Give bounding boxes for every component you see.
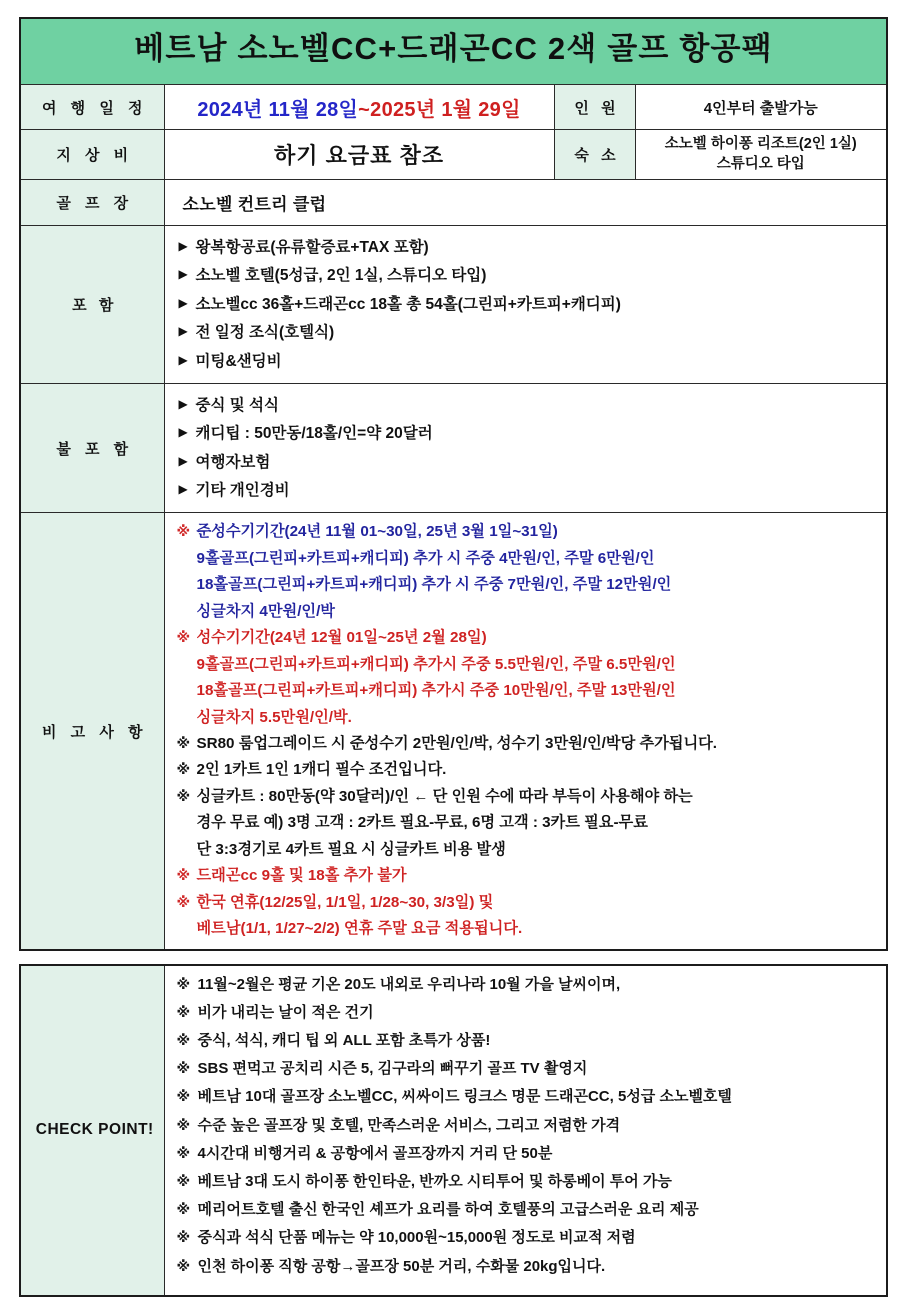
checkpoint-table [19, 964, 888, 1297]
list-item-text: 미팅&샌딩비 [195, 352, 282, 370]
note-item [177, 1228, 877, 1247]
remarks-label: 비 고 사 항 [20, 513, 164, 950]
note-indent-spacer [177, 708, 197, 726]
note-text: 비가 내리는 날이 적은 건기 [197, 1003, 374, 1021]
page-title: 베트남 소노벨CC+드래곤CC 2색 골프 항공팩 [134, 31, 773, 67]
list-item [179, 352, 877, 371]
reference-mark-icon: ※ [176, 867, 191, 884]
list-item [179, 238, 877, 257]
note-indent-spacer [177, 840, 197, 858]
triangle-bullet-icon: ▶ [178, 324, 188, 339]
schedule-label: 여 행 일 정 [20, 85, 164, 130]
note-text: 2인 1카트 1인 1캐디 필수 조건입니다. [196, 761, 447, 779]
lodging-label: 숙 소 [554, 130, 635, 180]
table-gap [19, 951, 886, 964]
list-item-text: 중식 및 석식 [195, 396, 279, 414]
list-item [179, 295, 877, 314]
note-item [177, 655, 877, 674]
triangle-bullet-icon: ▶ [178, 267, 188, 282]
list-item-text: 왕복항공료(유류할증료+TAX 포함) [195, 239, 429, 256]
reference-mark-icon: ※ [176, 975, 191, 992]
list-item [179, 453, 877, 472]
lodging-value-line1: 소노벨 하이퐁 리조트(2인 1실) [664, 136, 857, 153]
list-item-text: 여행자보험 [195, 453, 271, 471]
note-text: 경우 무료 예) 3명 고객 : 2카트 필요-무료, 6명 고객 : 3카트 필요-무료 [196, 814, 648, 832]
golf-course-value-cell [164, 180, 887, 226]
reference-mark-icon: ※ [176, 1144, 191, 1161]
note-item [177, 522, 877, 541]
list-item [179, 481, 877, 500]
note-item [177, 1172, 877, 1191]
excluded-value-cell [164, 383, 887, 513]
note-item [177, 1200, 877, 1219]
note-indent-spacer [177, 575, 197, 593]
list-item [179, 396, 877, 415]
note-item [177, 734, 877, 753]
reference-mark-icon: ※ [176, 893, 191, 910]
note-text: 인천 하이퐁 직항 공항→골프장 50분 거리, 수화물 20kg입니다. [197, 1257, 606, 1275]
reference-mark-icon: ※ [176, 629, 191, 646]
reference-mark-icon: ※ [176, 787, 191, 804]
note-text: 중식, 석식, 캐디 팁 외 ALL 포함 초특가 상품! [197, 1032, 491, 1049]
reference-mark-icon: ※ [176, 1116, 191, 1133]
schedule-start: 2024년 11월 28일 [197, 98, 359, 121]
ground-cost-row [20, 130, 887, 180]
schedule-value-cell [164, 85, 554, 130]
note-text: 싱글차지 4만원/인/박 [196, 602, 335, 620]
note-item [177, 708, 877, 727]
reference-mark-icon: ※ [176, 1229, 191, 1246]
note-indent-spacer [177, 919, 197, 937]
excluded-list [165, 384, 887, 513]
reference-mark-icon: ※ [176, 761, 191, 778]
excluded-row [20, 383, 887, 513]
golf-course-label: 골 프 장 [20, 180, 164, 226]
ground-cost-label: 지 상 비 [20, 130, 164, 180]
lodging-value-cell [635, 130, 887, 180]
note-indent-spacer [177, 655, 197, 673]
remarks-row [20, 513, 887, 950]
note-text: SR80 룸업그레이드 시 준성수기 2만원/인/박, 성수기 3만원/인/박당 추가됩니다. [196, 735, 718, 752]
note-item [177, 1003, 877, 1022]
note-item [177, 1116, 877, 1135]
schedule-row [20, 85, 887, 130]
checkpoint-label: CHECK POINT! [20, 965, 164, 1296]
package-details-table [19, 17, 888, 951]
note-item [177, 813, 877, 832]
schedule-end: ~2025년 1월 29일 [358, 98, 521, 121]
checkpoint-list [165, 966, 887, 1295]
list-item [179, 323, 877, 342]
checkpoint-value-cell [164, 965, 887, 1296]
note-text: 4시간대 비행거리 & 공항에서 골프장까지 거리 단 50분 [197, 1144, 553, 1162]
note-text: 싱글카트 : 80만동(약 30달러)/인 ← 단 인원 수에 따라 부득이 사용해야 하는 [196, 787, 693, 805]
reference-mark-icon: ※ [176, 523, 191, 540]
reference-mark-icon: ※ [176, 735, 191, 751]
note-item [177, 840, 877, 859]
note-indent-spacer: ※ [176, 1003, 191, 1020]
note-item [177, 919, 877, 938]
note-text: 한국 연휴(12/25일, 1/1일, 1/28~30, 3/3일) 및 [196, 893, 494, 911]
note-item [177, 893, 877, 912]
note-item [177, 1031, 877, 1050]
golf-course-value: 소노벨 컨트리 클럽 [182, 195, 327, 214]
list-item [179, 424, 877, 443]
note-text: 준성수기기간(24년 11월 01~30일, 25년 3월 1일~31일) [196, 523, 558, 541]
remarks-list [165, 513, 887, 948]
schedule-value [173, 93, 546, 122]
note-text: 18홀골프(그린피+카트피+캐디피) 추가시 주중 10만원/인, 주말 13만원/인 [196, 682, 676, 700]
note-text: 성수기기간(24년 12월 01일~25년 2월 28일) [196, 629, 487, 647]
note-item [177, 1144, 877, 1163]
note-text: 18홀골프(그린피+카트피+캐디피) 추가 시 주중 7만원/인, 주말 12만원/인 [196, 576, 672, 594]
ground-cost-value: 하기 요금표 참조 [274, 143, 444, 168]
list-item-text: 소노벨 호텔(5성급, 2인 1실, 스튜디오 타입) [195, 267, 487, 285]
included-row [20, 226, 887, 384]
note-text: 드래곤cc 9홀 및 18홀 추가 불가 [196, 867, 407, 885]
reference-mark-icon: ※ [176, 1060, 191, 1077]
title-banner [20, 18, 887, 85]
lodging-value-line2: 스튜디오 타입 [716, 155, 805, 172]
note-indent-spacer [177, 602, 197, 620]
list-item-text: 전 일정 조식(호텔식) [195, 324, 335, 342]
note-text: 단 3:3경기로 4카트 필요 시 싱글카트 비용 발생 [196, 840, 506, 858]
ground-cost-value-cell [164, 130, 554, 180]
note-item [177, 1059, 877, 1078]
note-text: 수준 높은 골프장 및 호텔, 만족스러운 서비스, 그리고 저렴한 가격 [197, 1116, 621, 1134]
triangle-bullet-icon: ▶ [178, 239, 188, 253]
note-text: 베트남 10대 골프장 소노벨CC, 씨싸이드 링크스 명문 드래곤CC, 5성급 소노벨호텔 [197, 1088, 732, 1106]
note-item [177, 975, 877, 994]
list-item [179, 266, 877, 285]
note-indent-spacer [177, 813, 197, 831]
people-value-cell [635, 85, 887, 130]
note-item [177, 575, 877, 594]
checkpoint-row [20, 965, 887, 1296]
reference-mark-icon: ※ [176, 1032, 191, 1048]
reference-mark-icon: ※ [176, 1088, 191, 1105]
note-text: 9홀골프(그린피+카트피+캐디피) 추가 시 주중 4만원/인, 주말 6만원/인 [196, 549, 655, 567]
note-item [177, 1257, 877, 1276]
list-item-text: 기타 개인경비 [195, 482, 290, 499]
note-text: 싱글차지 5.5만원/인/박. [196, 708, 352, 726]
included-list [165, 226, 887, 383]
note-indent-spacer [177, 681, 197, 699]
people-label: 인 원 [554, 85, 635, 130]
people-value: 4인부터 출발가능 [703, 99, 818, 117]
triangle-bullet-icon: ▶ [178, 352, 188, 367]
note-text: 베트남 3대 도시 하이퐁 한인타운, 반까오 시티투어 및 하롱베이 투어 가능 [197, 1172, 672, 1190]
note-item [177, 787, 877, 806]
reference-mark-icon: ※ [176, 1172, 191, 1189]
note-text: SBS 편먹고 공치리 시즌 5, 김구라의 뻐꾸기 골프 TV 촬영지 [197, 1060, 588, 1078]
note-item [177, 1087, 877, 1106]
note-text: 중식과 석식 단품 메뉴는 약 10,000원~15,000원 정도로 비교적 저렴 [197, 1229, 636, 1247]
golf-course-row [20, 180, 887, 226]
note-item [177, 549, 877, 568]
triangle-bullet-icon: ▶ [178, 482, 188, 496]
triangle-bullet-icon: ▶ [178, 453, 188, 468]
excluded-label: 불 포 함 [20, 383, 164, 513]
triangle-bullet-icon: ▶ [178, 425, 188, 440]
included-label: 포 함 [20, 226, 164, 384]
note-item [177, 866, 877, 885]
list-item-text: 소노벨cc 36홀+드래곤cc 18홀 총 54홀(그린피+카트피+캐디피) [195, 295, 621, 313]
triangle-bullet-icon: ▶ [178, 396, 188, 411]
note-item [177, 760, 877, 779]
note-item [177, 602, 877, 621]
reference-mark-icon: ※ [176, 1201, 191, 1218]
note-text: 베트남(1/1, 1/27~2/2) 연휴 주말 요금 적용됩니다. [196, 920, 523, 938]
title-row [20, 18, 887, 85]
triangle-bullet-icon: ▶ [178, 295, 188, 310]
note-text: 메리어트호텔 출신 한국인 셰프가 요리를 하여 호텔풍의 고급스러운 요리 제공 [197, 1201, 699, 1219]
note-item [177, 681, 877, 700]
note-text: 11월~2월은 평균 기온 20도 내외로 우리나라 10월 가을 날씨이며, [197, 975, 621, 993]
note-text: 9홀골프(그린피+카트피+캐디피) 추가시 주중 5.5만원/인, 주말 6.5만원/인 [196, 655, 676, 673]
included-value-cell [164, 226, 887, 384]
remarks-value-cell [164, 513, 887, 950]
note-indent-spacer [177, 549, 197, 567]
list-item-text: 캐디팁 : 50만동/18홀/인=약 20달러 [195, 425, 433, 443]
note-item [177, 628, 877, 647]
reference-mark-icon: ※ [176, 1257, 191, 1274]
